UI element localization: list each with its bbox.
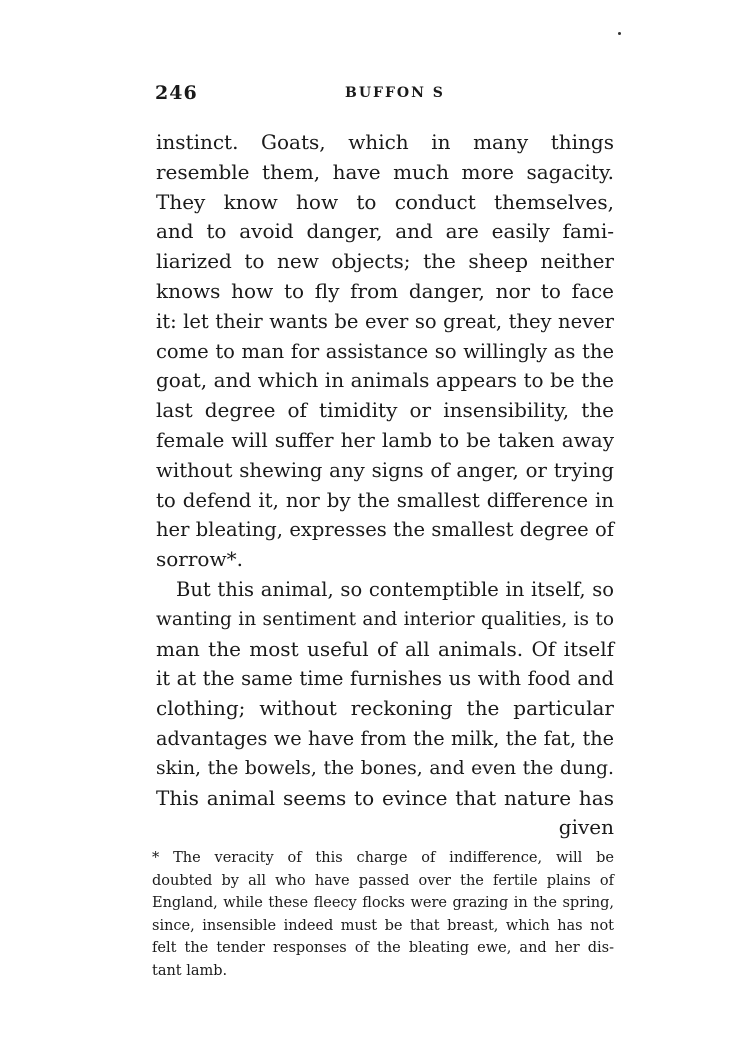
page-header [155, 82, 615, 112]
body-line: liarized to new objects; the sheep neither [156, 249, 614, 274]
body-line: advantages we have from the milk, the fat, the [156, 726, 614, 750]
running-head: BUFFON S [345, 85, 445, 101]
body-line: female will suffer her lamb to be taken away [156, 427, 614, 452]
body-line: goat, and which in animals appears to be the [156, 368, 614, 393]
body-line: This animal seems to evince that nature has [156, 785, 614, 810]
body-line: it: let their wants be ever so great, they never [156, 309, 614, 333]
body-line: skin, the bowels, the bones, and even the dung. [156, 757, 614, 779]
body-line: wanting in sentiment and interior qualities, is to [156, 608, 614, 630]
footnote-line: since, insensible indeed must be that breast, which has not [152, 917, 614, 934]
body-line: and to avoid danger, and are easily fami- [156, 219, 614, 244]
catchword: given [558, 815, 614, 840]
ink-speck [618, 32, 621, 35]
footnote-line: doubted by all who have passed over the fertile plains of [152, 872, 614, 889]
footnote-line: felt the tender responses of the bleating ewe, and her dis- [152, 940, 614, 956]
body-line: sorrow*. [156, 547, 243, 572]
body-line: it at the same time furnishes us with food and [156, 667, 614, 691]
body-line: knows how to fly from danger, nor to face [156, 278, 614, 303]
body-line: last degree of timidity or insensibility, the [156, 398, 614, 423]
footnote-line: England, while these fleecy flocks were grazing in the spring, [152, 895, 614, 911]
body-text [156, 128, 614, 843]
page-number: 246 [155, 82, 198, 104]
body-line: to defend it, nor by the smallest difference in [156, 488, 614, 512]
body-line: come to man for assistance so willingly as the [156, 339, 614, 363]
body-line: man the most useful of all animals. Of itself [156, 636, 614, 661]
body-line: They know how to conduct themselves, [156, 189, 614, 214]
body-line: clothing; without reckoning the particular [156, 696, 614, 721]
footnote-line: tant lamb. [152, 962, 228, 979]
body-line: But this animal, so contemptible in itself, so [176, 577, 614, 601]
footnote [152, 847, 614, 982]
footnote-line: * The veracity of this charge of indifference, will be [152, 850, 614, 866]
body-line: resemble them, have much more sagacity. [156, 159, 614, 184]
body-line: instinct. Goats, which in many things [156, 130, 614, 154]
body-line: without shewing any signs of anger, or trying [156, 458, 614, 482]
body-line: her bleating, expresses the smallest degree of [156, 518, 614, 542]
